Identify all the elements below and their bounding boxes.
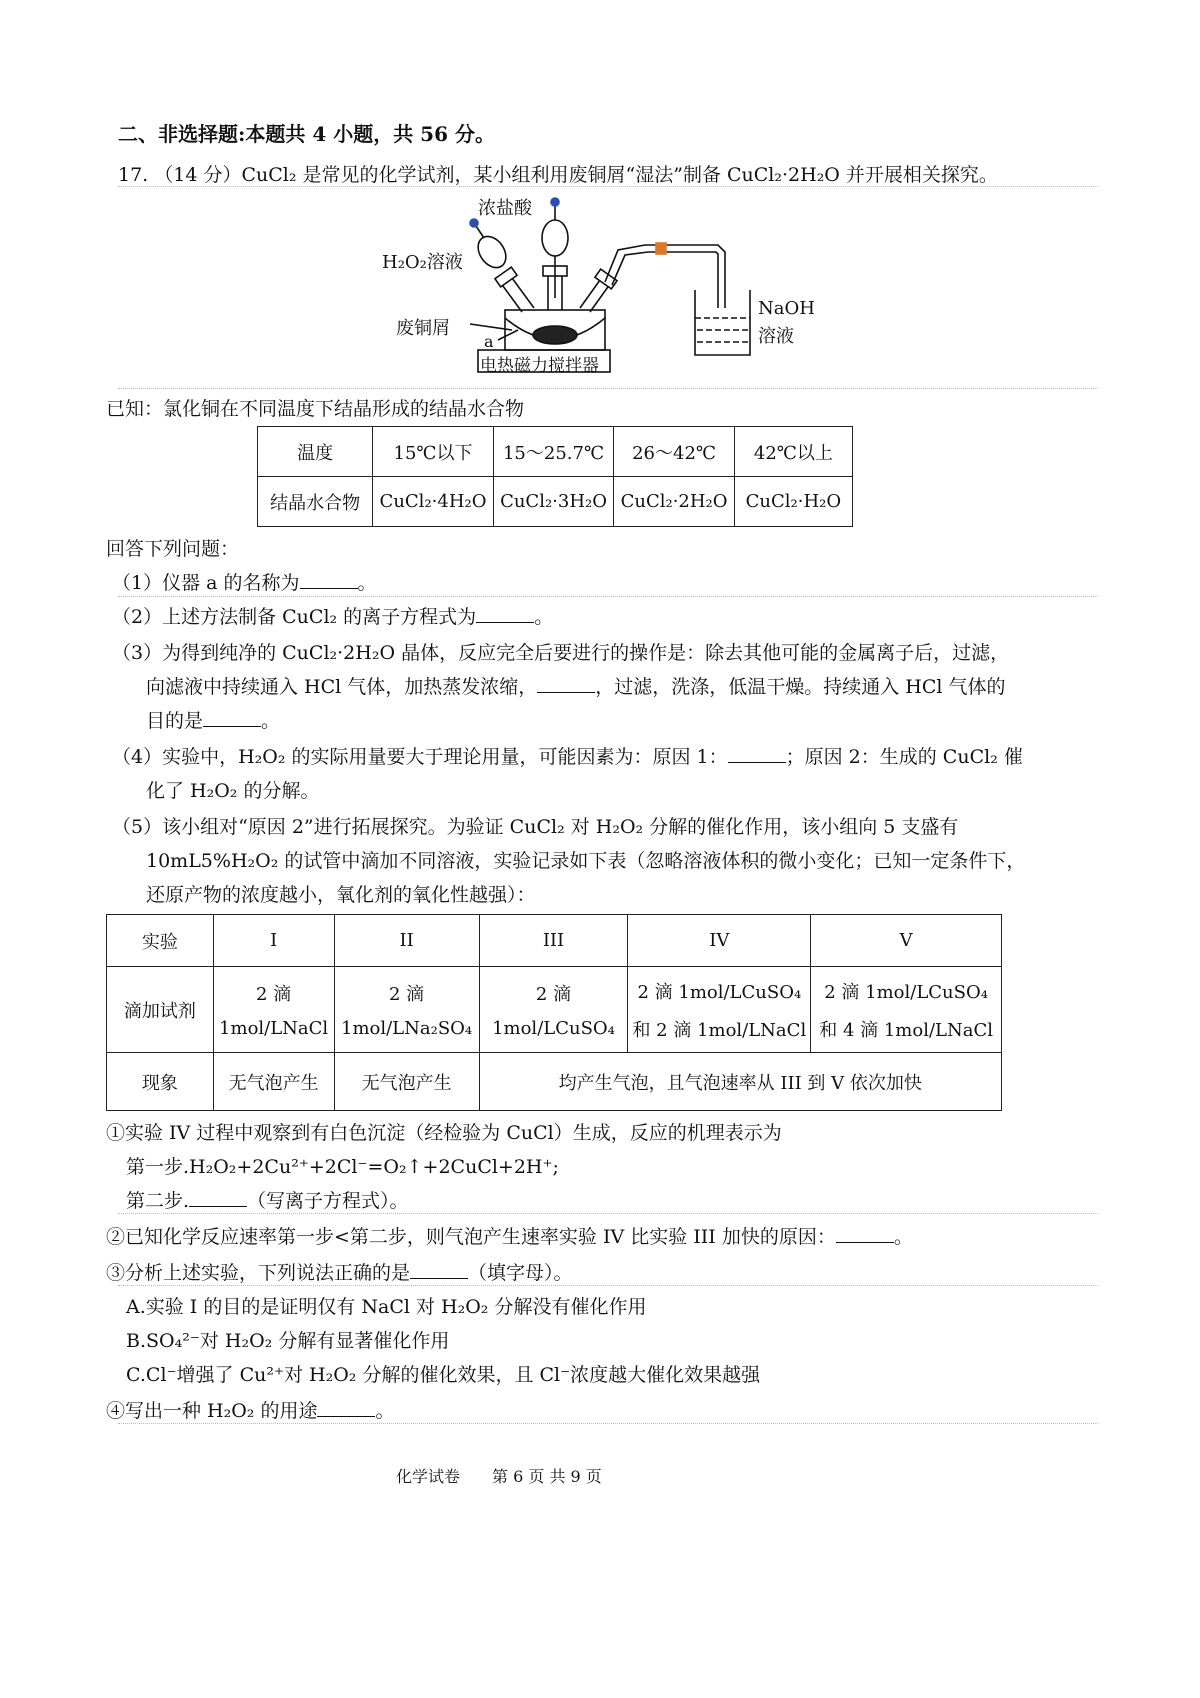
label-naoh-solution: 溶液 <box>758 326 794 347</box>
subq-1-step-1: 第一步.H₂O₂+2Cu²⁺+2Cl⁻=O₂↑+2CuCl+2H⁺; <box>126 1156 559 1178</box>
step-2-tail: （写离子方程式）。 <box>247 1190 409 1212</box>
part-1-text: （1）仪器 a 的名称为 <box>112 572 300 594</box>
subq-4: ④写出一种 H₂O₂ 的用途 。 <box>106 1400 395 1422</box>
hydrate-table <box>257 426 853 527</box>
subq-1-step-2 <box>126 1186 409 1213</box>
reagent-cell: 2 滴 1mol/LCuSO₄ 和 2 滴 1mol/LNaCl <box>628 967 811 1053</box>
answer-blank[interactable] <box>317 1402 375 1417</box>
label-stirrer: 电热磁力搅拌器 <box>480 356 599 376</box>
part-2: （2）上述方法制备 CuCl₂ 的离子方程式为 。 <box>112 606 554 628</box>
page-footer: 化学试卷 第 6 页 共 9 页 <box>396 1467 602 1486</box>
table-cell: 26～42℃ <box>614 427 735 477</box>
reagent-cell: 2 滴 1mol/LNa₂SO₄ <box>334 967 479 1053</box>
apparatus-diagram <box>382 190 820 380</box>
table-cell: 结晶水合物 <box>258 477 373 527</box>
table-header-cell: II <box>334 915 479 967</box>
subq-1: ①实验 IV 过程中观察到有白色沉淀（经检验为 CuCl）生成，反应的机理表示为 <box>106 1122 782 1144</box>
part-1: （1）仪器 a 的名称为 。 <box>112 572 377 594</box>
label-copper: 废铜屑 <box>396 318 450 339</box>
phenomenon-label-cell: 现象 <box>107 1053 214 1111</box>
part-5-line-3: 还原产物的浓度越小，氧化剂的氧化性越强）： <box>146 884 536 906</box>
subq-4-text: ④写出一种 H₂O₂ 的用途 <box>106 1400 318 1422</box>
label-naoh: NaOH <box>758 298 815 319</box>
subq-3 <box>106 1258 573 1285</box>
part-3-line-3: 目的是 。 <box>146 710 281 732</box>
label-hcl: 浓盐酸 <box>478 198 532 219</box>
part-4-line-1 <box>112 742 1023 769</box>
part-3-text-c: 目的是 <box>146 710 204 732</box>
table-header-cell: 实验 <box>107 915 214 967</box>
divider <box>118 186 1098 187</box>
answer-blank[interactable] <box>203 712 261 727</box>
part-5-line-1: （5）该小组对“原因 2”进行拓展探究。为验证 CuCl₂ 对 H₂O₂ 分解的催化作用，该小组向 5 支盛有 <box>112 816 959 838</box>
reagent-label-cell: 滴加试剂 <box>107 967 214 1053</box>
divider <box>118 388 1098 389</box>
experiment-table <box>106 914 1002 1111</box>
reagent-cell: 2 滴 1mol/LCuSO₄ 和 4 滴 1mol/LNaCl <box>811 967 1002 1053</box>
table-header-cell: I <box>213 915 334 967</box>
answer-blank[interactable] <box>189 1192 247 1207</box>
option-a: A.实验 I 的目的是证明仅有 NaCl 对 H₂O₂ 分解没有催化作用 <box>126 1296 647 1318</box>
table-cell: 15～25.7℃ <box>493 427 614 477</box>
divider <box>118 596 1098 597</box>
reagent-cell: 2 滴 1mol/LNaCl <box>213 967 334 1053</box>
answer-blank[interactable] <box>728 748 786 763</box>
part-4-text-a: （4）实验中，H₂O₂ 的实际用量要大于理论用量，可能因素为：原因 1： <box>112 746 728 768</box>
table-cell: CuCl₂·4H₂O <box>373 477 494 527</box>
step-2-label: 第二步. <box>126 1190 190 1212</box>
table-cell: 温度 <box>258 427 373 477</box>
table-header-cell: V <box>811 915 1002 967</box>
table-cell: CuCl₂·3H₂O <box>493 477 614 527</box>
answer-blank[interactable] <box>476 608 534 623</box>
part-3-text-a: 向滤液中持续通入 HCl 气体，加热蒸发浓缩， <box>146 676 538 698</box>
part-2-text: （2）上述方法制备 CuCl₂ 的离子方程式为 <box>112 606 477 628</box>
label-h2o2: H₂O₂溶液 <box>382 252 463 273</box>
table-cell: 15℃以下 <box>373 427 494 477</box>
apparatus-drawing <box>400 190 820 380</box>
table-cell: 42℃以上 <box>734 427 852 477</box>
table-header-cell: III <box>479 915 628 967</box>
table-cell: CuCl₂·H₂O <box>734 477 852 527</box>
section-heading: 二、非选择题:本题共 4 小题，共 56 分。 <box>118 122 495 146</box>
answer-blank[interactable] <box>410 1264 468 1279</box>
phenomenon-cell: 均产生气泡，且气泡速率从 III 到 V 依次加快 <box>479 1053 1001 1111</box>
divider <box>118 1423 1098 1424</box>
option-b: B.SO₄²⁻对 H₂O₂ 分解有显著催化作用 <box>126 1330 450 1352</box>
answer-blank[interactable] <box>537 678 595 693</box>
question-17-intro: 17. （14 分）CuCl₂ 是常见的化学试剂，某小组利用废铜屑“湿法”制备 CuCl₂·2H₂O 并开展相关探究。 <box>118 164 998 186</box>
part-3-line-1: （3）为得到纯净的 CuCl₂·2H₂O 晶体，反应完全后要进行的操作是：除去其他可能的金属离子后，过滤， <box>112 642 1010 664</box>
answer-prompt: 回答下列问题： <box>106 538 240 560</box>
part-3-text-b: ，过滤，洗涤，低温干燥。持续通入 HCl 气体的 <box>595 676 1006 698</box>
phenomenon-cell: 无气泡产生 <box>213 1053 334 1111</box>
part-3-line-2 <box>146 672 1006 699</box>
subq-2: ②已知化学反应速率第一步<第二步，则气泡产生速率实验 IV 比实验 III 加快的原因： 。 <box>106 1226 913 1248</box>
subq-3-tail: （填字母）。 <box>468 1262 573 1284</box>
answer-blank[interactable] <box>300 574 358 589</box>
reagent-cell: 2 滴 1mol/LCuSO₄ <box>479 967 628 1053</box>
table-cell: CuCl₂·2H₂O <box>614 477 735 527</box>
phenomenon-cell: 无气泡产生 <box>334 1053 479 1111</box>
table-header-cell: IV <box>628 915 811 967</box>
known-text: 已知：氯化铜在不同温度下结晶形成的结晶水合物 <box>106 398 525 420</box>
option-c: C.Cl⁻增强了 Cu²⁺对 H₂O₂ 分解的催化效果，且 Cl⁻浓度越大催化效果越强 <box>126 1364 761 1386</box>
part-4-line-2: 化了 H₂O₂ 的分解。 <box>146 780 320 802</box>
divider <box>118 1213 1098 1214</box>
answer-blank[interactable] <box>836 1228 894 1243</box>
subq-3-text: ③分析上述实验，下列说法正确的是 <box>106 1262 411 1284</box>
subq-2-text: ②已知化学反应速率第一步<第二步，则气泡产生速率实验 IV 比实验 III 加快的原因： <box>106 1226 836 1248</box>
label-a: a <box>484 332 494 351</box>
part-4-text-b: ；原因 2：生成的 CuCl₂ 催 <box>785 746 1023 768</box>
divider <box>118 1285 1098 1286</box>
part-5-line-2: 10mL5%H₂O₂ 的试管中滴加不同溶液，实验记录如下表（忽略溶液体积的微小变化；已知一定条件下， <box>146 850 1026 872</box>
